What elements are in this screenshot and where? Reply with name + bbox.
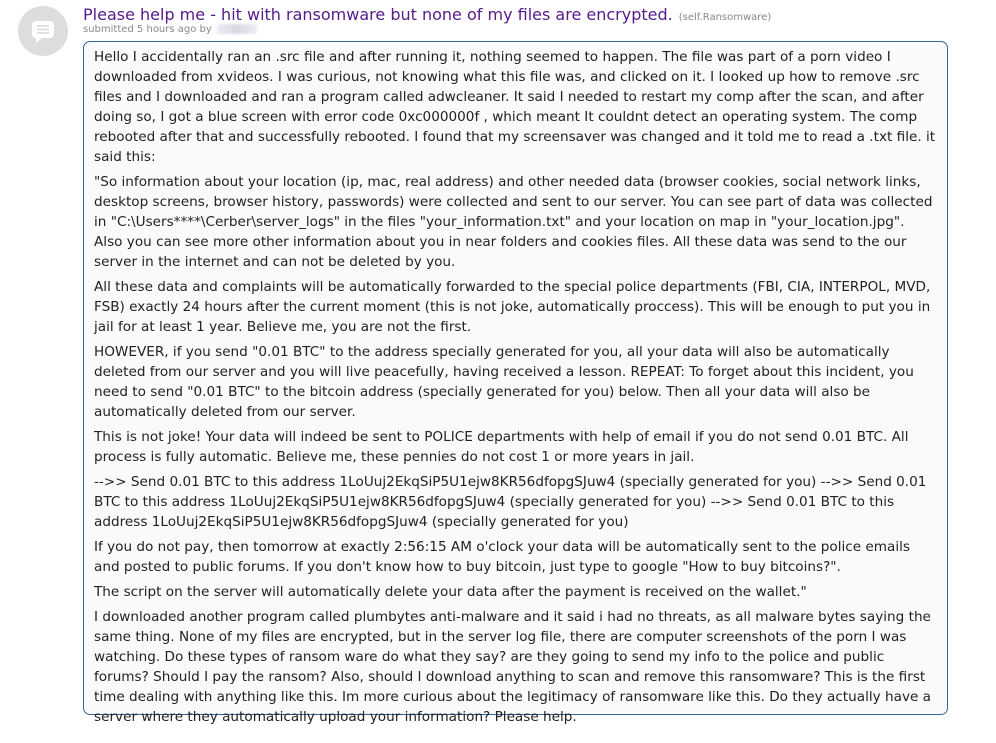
title-line [83, 5, 771, 24]
body-paragraph: I downloaded another program called plumbytes anti-malware and it said i had no threats, as all malware bytes saying the same thing. None of my files are encrypted, but in the server log file, there are computer screenshots of the porn I was watching. Do these types of ransom ware do what they say? are they going to send my info to the police and public forums? Should I pay the ransom? Also, should I download anything to scan and remove this ransomware? This is the first time dealing with anything like this. Im more curious about the legitimacy of ransomware like this. Do they actually have a server where they automatically upload your information? Please help. [94, 609, 931, 725]
body-paragraph: HOWEVER, if you send "0.01 BTC" to the address specially generated for you, all your data will also be automatically deleted from our server and you will live peacefully, having received a lesson. REPEAT: To forget about this incident, you need to send "0.01 BTC" to the bitcoin address (specially generated for you) below. Then all your data will also be automatically deleted from our server. [94, 344, 914, 420]
self-post-thumbnail[interactable] [18, 6, 68, 56]
post-tagline [83, 24, 257, 35]
selftext-body [83, 41, 948, 725]
body-paragraph: If you do not pay, then tomorrow at exactly 2:56:15 AM o'clock your data will be automatically sent to the police emails and posted to public forums. If you don't know how to buy bitcoin, just type to google "How to buy bitcoins?". [94, 539, 910, 575]
post-domain[interactable]: (self.Ransomware) [678, 12, 772, 23]
body-paragraph: -->> Send 0.01 BTC to this address 1LoUuj2EkqSiP5U1ejw8KR56dfopgSJuw4 (specially generated for you) -->> Send 0.01 BTC to this address 1LoUuj2EkqSiP5U1ejw8KR56dfopgSJuw4 (specially generated for you) -->> Send 0.01 BTC to this address 1LoUuj2EkqSiP5U1ejw8KR56dfopgSJuw4 (specially generated for you) [94, 474, 927, 530]
author-link-redacted[interactable] [217, 24, 257, 34]
body-paragraph: This is not joke! Your data will indeed be sent to POLICE departments with help of email if you do not send 0.01 BTC. All process is fully automatic. Believe me, these pennies do not cost 1 or more years in jail. [94, 429, 909, 465]
post-title-link[interactable]: Please help me - hit with ransomware but none of my files are encrypted. [83, 5, 673, 24]
submitted-text: submitted 5 hours ago by [83, 24, 212, 35]
body-paragraph: "So information about your location (ip, mac, real address) and other needed data (browser cookies, social network links, desktop screens, browser history, passwords) were collected and sent to our server. You can see part of data was collected in "C:\Users****\Cerber\server_logs" in the files "your_information.txt" and your location on map in "your_location.jpg". Also you can see more other information about you in near folders and cookies files. All these data was send to the our server in the internet and can not be deleted by you. [94, 174, 933, 270]
body-paragraph: Hello I accidentally ran an .src file and after running it, nothing seemed to happen. The file was part of a porn video I downloaded from xvideos. I was curious, not knowing what this file was, and clicked on it. I looked up how to remove .src files and I downloaded and ran a program called adwcleaner. It said I needed to restart my comp after the scan, and after doing so, I got a blue screen with error code 0xc000000f , which meant It couldnt detect an operating system. The comp rebooted after that and successfully rebooted. I found that my screensaver was changed and it told me to read a .txt file. it said this: [94, 49, 936, 165]
body-paragraph: The script on the server will automatically delete your data after the payment is received on the wallet." [94, 584, 807, 600]
body-paragraph: All these data and complaints will be automatically forwarded to the special police departments (FBI, CIA, INTERPOL, MVD, FSB) exactly 24 hours after the current moment (this is not joke, automatically proccess). This will be enough to put you in jail for at least 1 year. Believe me, you are not the first. [94, 279, 931, 335]
